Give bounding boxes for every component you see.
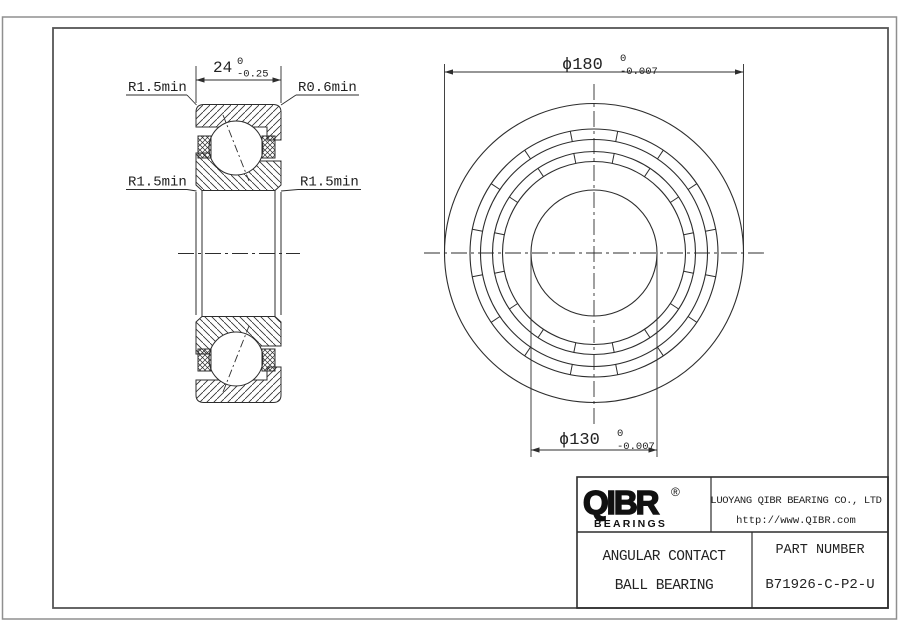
- page-border: [3, 17, 897, 619]
- arrow-left: [196, 77, 205, 82]
- outer-diameter-tol-upper: 0: [620, 53, 627, 65]
- brand-logo-text: QIBR: [583, 484, 658, 521]
- company-website: http://www.QIBR.com: [736, 515, 856, 527]
- arrow-left: [445, 69, 454, 74]
- cage-top-left: [198, 136, 211, 158]
- outer-diameter-tol-lower: -0.007: [620, 66, 658, 78]
- radius-label-top-right: R0.6min: [298, 80, 357, 96]
- bore-diameter-tol-lower: -0.007: [617, 441, 655, 453]
- cage-bottom-left: [198, 349, 211, 371]
- width-tol-lower: -0.25: [237, 68, 269, 81]
- arrow-right: [735, 69, 744, 74]
- bore-diameter-tol-upper: 0: [617, 428, 624, 440]
- front-view: [424, 84, 764, 427]
- width-dim-value: 24: [213, 59, 233, 77]
- radius-label-mid-left: R1.5min: [128, 174, 187, 191]
- part-number-value: B71926-C-P2-U: [765, 577, 875, 593]
- dimension-width: [196, 56, 281, 103]
- radius-label-top-left: R1.5min: [128, 80, 187, 96]
- title-block: [577, 477, 888, 608]
- width-tol-upper: 0: [237, 56, 244, 68]
- product-name-line1: ANGULAR CONTACT: [602, 549, 726, 565]
- arrow-right: [273, 77, 282, 82]
- registered-trademark-icon: ®: [671, 485, 680, 499]
- bore-diameter-value: ϕ130: [559, 431, 600, 450]
- brand-logo-subtext: BEARINGS: [594, 518, 668, 530]
- outer-diameter-value: ϕ180: [562, 56, 603, 75]
- cage-bottom-right: [262, 349, 275, 371]
- section-view: [178, 105, 300, 403]
- product-name-line2: BALL BEARING: [614, 578, 714, 594]
- brand-logo: [583, 484, 680, 530]
- part-number-label: PART NUMBER: [775, 543, 865, 558]
- cage-top-right: [262, 136, 275, 158]
- company-name: LUOYANG QIBR BEARING CO., LTD: [710, 495, 882, 507]
- arrow-left: [531, 447, 540, 452]
- radius-label-mid-right: R1.5min: [300, 174, 359, 191]
